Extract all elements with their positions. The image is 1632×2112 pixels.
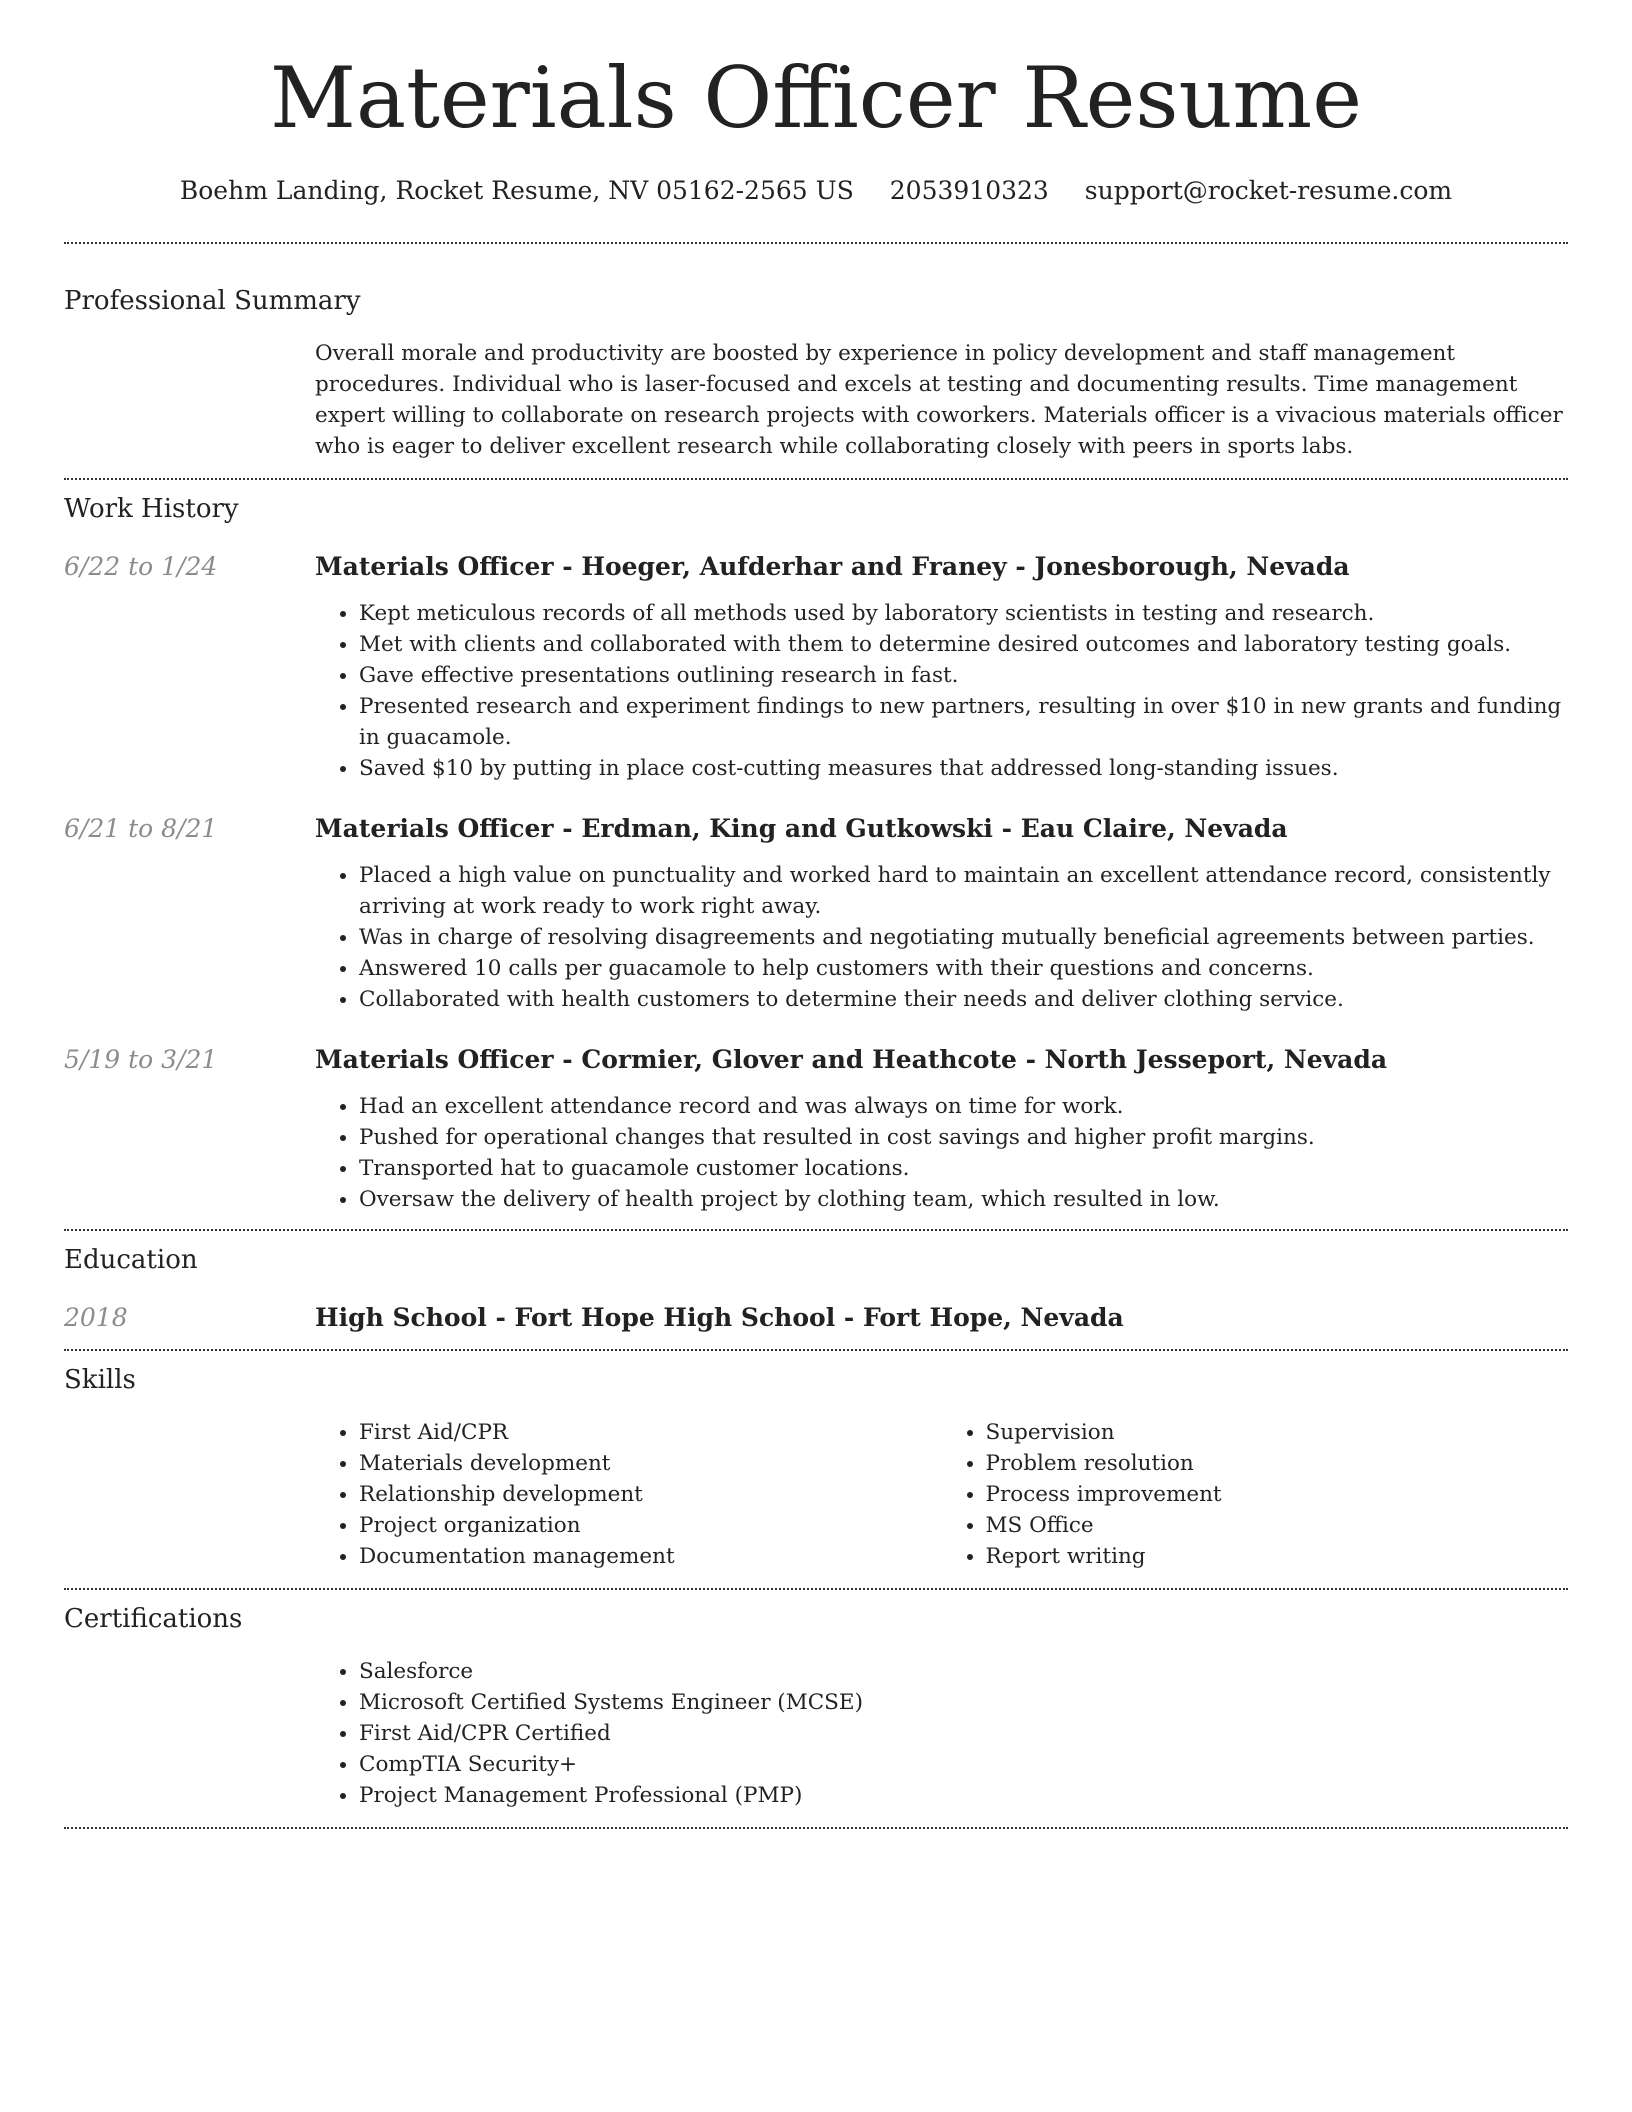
list-item: • First Aid/CPR Certified — [359, 1718, 1568, 1749]
summary-text: Overall morale and productivity are boosted by experience in policy development and staff management procedures. Individual who is laser-focused and excels at testing and documenting results. Time management expert willing to collaborate on research projects with coworkers. Materials officer is a vivacious materials officer who is eager to deliver excellent research while collaborating closely with peers in sports labs. — [315, 341, 1563, 459]
section-title-summary: Professional Summary — [64, 286, 361, 316]
section-title-work-history: Work History — [64, 494, 239, 524]
list-item: • Report writing — [986, 1541, 1569, 1572]
job-entry — [64, 550, 1568, 784]
education-title: High School - Fort Hope High School - Fort Hope, Nevada — [315, 1303, 1124, 1332]
job-entry — [64, 812, 1568, 1015]
list-item: • First Aid/CPR — [359, 1417, 942, 1448]
divider — [64, 1229, 1568, 1231]
skills-list-left — [315, 1417, 942, 1572]
list-item: • Process improvement — [986, 1479, 1569, 1510]
list-item: • Transported hat to guacamole customer locations. — [359, 1153, 1568, 1184]
job-title: Materials Officer - Cormier, Glover and Heathcote - North Jesseport, Nevada — [315, 1045, 1388, 1074]
list-item: • Kept meticulous records of all methods used by laboratory scientists in testing and research. — [359, 598, 1568, 629]
contact-line — [64, 174, 1568, 208]
job-title: Materials Officer - Hoeger, Aufderhar and Franey - Jonesborough, Nevada — [315, 552, 1350, 581]
list-item: • Relationship development — [359, 1479, 942, 1510]
list-item: • Met with clients and collaborated with them to determine desired outcomes and laboratory testing goals. — [359, 629, 1568, 660]
list-item: • Collaborated with health customers to determine their needs and deliver clothing service. — [359, 984, 1568, 1015]
list-item: • Had an excellent attendance record and was always on time for work. — [359, 1091, 1568, 1122]
list-item: • Saved $10 by putting in place cost-cutting measures that addressed long-standing issues. — [359, 753, 1568, 784]
list-item: • Materials development — [359, 1448, 942, 1479]
contact-address: Boehm Landing, Rocket Resume, NV 05162-2565 US — [179, 176, 854, 205]
page-title: Materials Officer Resume — [270, 49, 1362, 147]
list-item: • Project organization — [359, 1510, 942, 1541]
certifications-list — [315, 1656, 1568, 1811]
list-item: • Pushed for operational changes that resulted in cost savings and higher profit margins. — [359, 1122, 1568, 1153]
list-item: • Presented research and experiment findings to new partners, resulting in over $10 in new grants and funding in guacamole. — [359, 691, 1568, 753]
list-item: • Salesforce — [359, 1656, 1568, 1687]
contact-email: support@rocket-resume.com — [1084, 176, 1453, 205]
list-item: • Was in charge of resolving disagreements and negotiating mutually beneficial agreements between parties. — [359, 922, 1568, 953]
list-item: • Gave effective presentations outlining research in fast. — [359, 660, 1568, 691]
list-item: • Supervision — [986, 1417, 1569, 1448]
divider — [64, 1827, 1568, 1829]
list-item: • Microsoft Certified Systems Engineer (MCSE) — [359, 1687, 1568, 1718]
section-title-education: Education — [64, 1245, 198, 1275]
resume-page — [64, 0, 1568, 1829]
section-title-skills: Skills — [64, 1365, 136, 1395]
job-title: Materials Officer - Erdman, King and Gutkowski - Eau Claire, Nevada — [315, 814, 1288, 843]
list-item: • MS Office — [986, 1510, 1569, 1541]
list-item: • Problem resolution — [986, 1448, 1569, 1479]
list-item: • Answered 10 calls per guacamole to help customers with their questions and concerns. — [359, 953, 1568, 984]
education-entry — [64, 1301, 1568, 1335]
contact-phone: 2053910323 — [889, 176, 1049, 205]
section-title-certifications: Certifications — [64, 1604, 243, 1634]
job-bullets — [315, 1091, 1568, 1215]
list-item: • CompTIA Security+ — [359, 1749, 1568, 1780]
list-item: • Placed a high value on punctuality and worked hard to maintain an excellent attendance record, consistently arriving at work ready to work right away. — [359, 860, 1568, 922]
job-bullets — [315, 860, 1568, 1015]
job-bullets — [315, 598, 1568, 784]
list-item: • Oversaw the delivery of health project by clothing team, which resulted in low. — [359, 1184, 1568, 1215]
divider — [64, 242, 1568, 244]
job-entry — [64, 1043, 1568, 1215]
list-item: • Project Management Professional (PMP) — [359, 1780, 1568, 1811]
job-dates: 6/21 to 8/21 — [64, 814, 218, 843]
skills-grid — [315, 1417, 1568, 1572]
divider — [64, 478, 1568, 480]
job-dates: 5/19 to 3/21 — [64, 1045, 218, 1074]
education-year: 2018 — [64, 1303, 128, 1332]
job-dates: 6/22 to 1/24 — [64, 552, 218, 581]
skills-list-right — [942, 1417, 1569, 1572]
divider — [64, 1349, 1568, 1351]
list-item: • Documentation management — [359, 1541, 942, 1572]
divider — [64, 1588, 1568, 1590]
